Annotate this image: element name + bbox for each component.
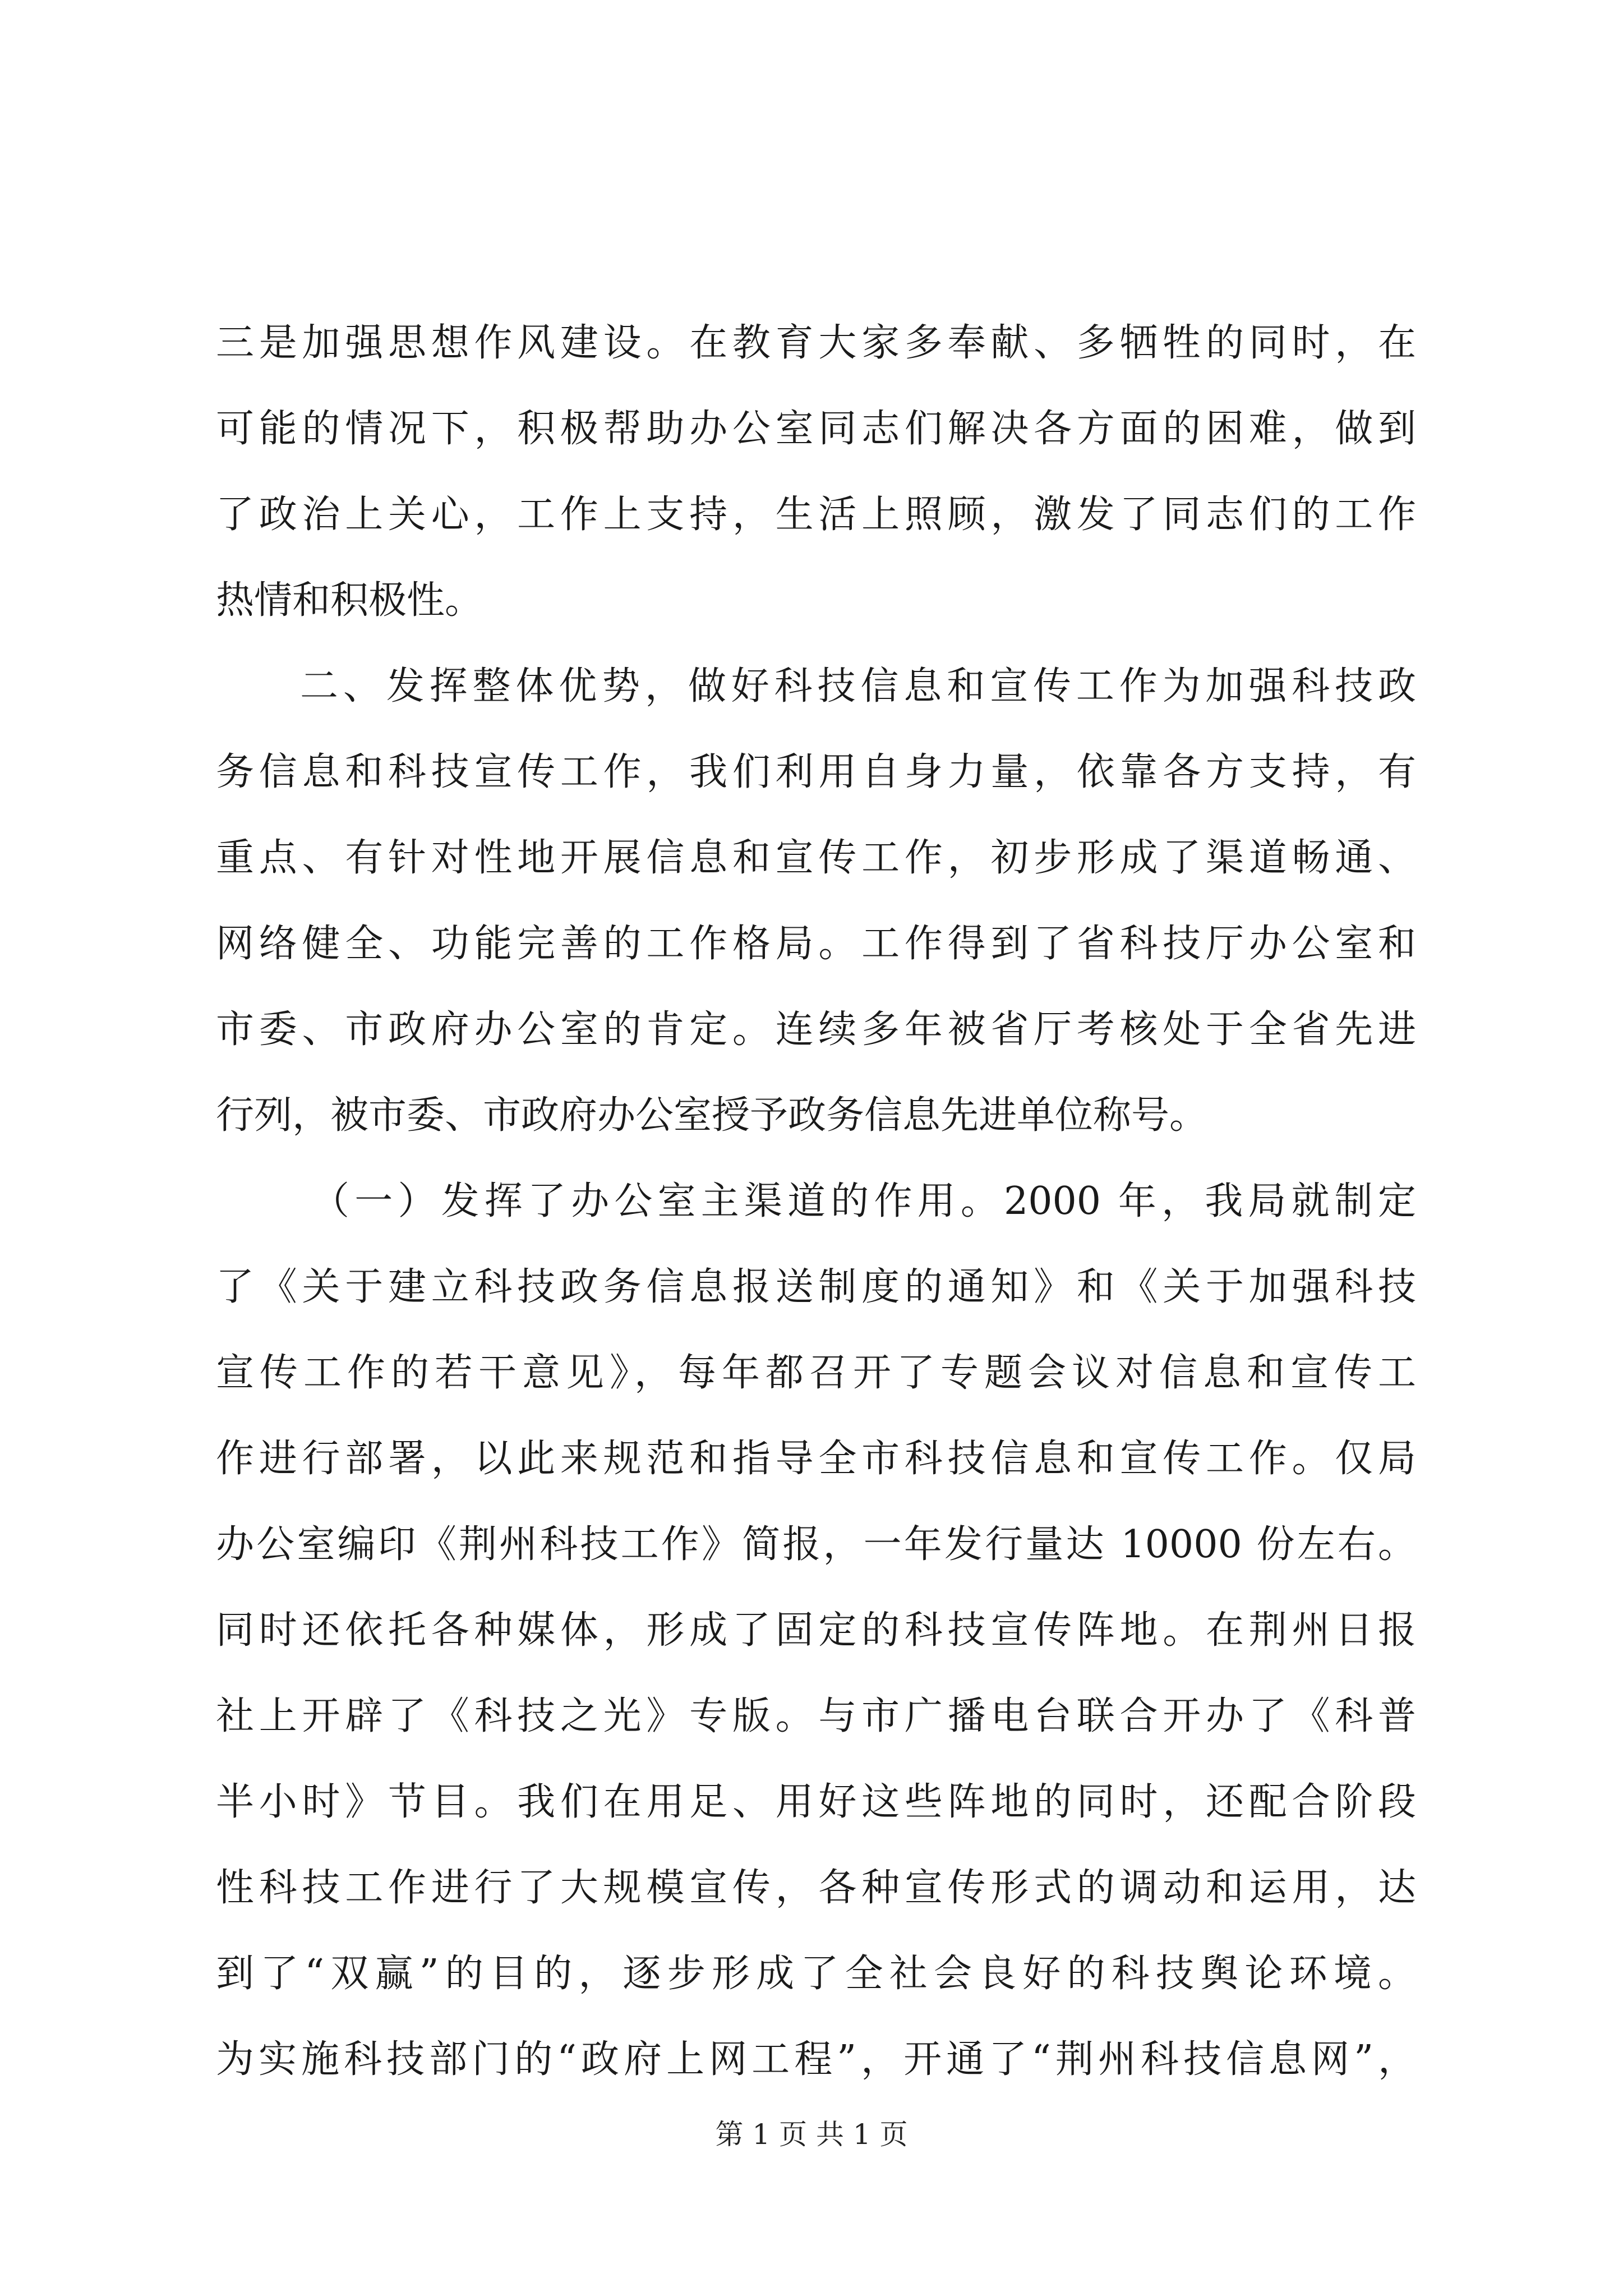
text-line: 宣传工作的若干意见》，每年都召开了专题会议对信息和宣传工 — [216, 1351, 1416, 1395]
text-line: 可能的情况下，积极帮助办公室同志们解决各方面的困难，做到 — [216, 407, 1416, 451]
text-line: 办公室编印《荆州科技工作》简报，一年发行量达 10000 份左右。 — [216, 1522, 1416, 1567]
text-line: 了政治上关心，工作上支持，生活上照顾，激发了同志们的工作 — [216, 493, 1416, 537]
text-line: 性科技工作进行了大规模宣传，各种宣传形式的调动和运用，达 — [216, 1866, 1416, 1910]
text-line: 为实施科技部门的“政府上网工程”，开通了“荆州科技信息网”， — [216, 2037, 1416, 2082]
text-line: 半小时》节目。我们在用足、用好这些阵地的同时，还配合阶段 — [216, 1780, 1416, 1824]
page-footer — [0, 2112, 1623, 2152]
text-line: 作进行部署，以此来规范和指导全市科技信息和宣传工作。仅局 — [216, 1437, 1416, 1481]
text-line: 务信息和科技宣传工作，我们利用自身力量，依靠各方支持，有 — [216, 750, 1416, 794]
text-line: 热情和积极性。 — [216, 578, 483, 623]
text-line: 同时还依托各种媒体，形成了固定的科技宣传阵地。在荆州日报 — [216, 1608, 1416, 1653]
text-line: 网络健全、功能完善的工作格局。工作得到了省科技厅办公室和 — [216, 922, 1416, 966]
text-line: 行列，被市委、市政府办公室授予政务信息先进单位称号。 — [216, 1093, 1208, 1138]
text-line: 了《关于建立科技政务信息报送制度的通知》和《关于加强科技 — [216, 1265, 1416, 1309]
text-line: 到了“双赢”的目的，逐步形成了全社会良好的科技舆论环境。 — [216, 1952, 1416, 1996]
page-number-label: 第 1 页 共 1 页 — [715, 2118, 908, 2151]
document-body — [216, 300, 1416, 2102]
text-line: 社上开辟了《科技之光》专版。与市广播电台联合开办了《科普 — [216, 1694, 1416, 1738]
text-line: 重点、有针对性地开展信息和宣传工作，初步形成了渠道畅通、 — [216, 836, 1416, 880]
paragraph-heading-line: 二、发挥整体优势，做好科技信息和宣传工作为加强科技政 — [300, 664, 1416, 708]
subsection-heading-line: （一）发挥了办公室主渠道的作用。2000 年，我局就制定 — [311, 1179, 1416, 1223]
text-line: 市委、市政府办公室的肯定。连续多年被省厅考核处于全省先进 — [216, 1007, 1416, 1052]
text-line: 三是加强思想作风建设。在教育大家多奉献、多牺牲的同时，在 — [216, 321, 1416, 365]
